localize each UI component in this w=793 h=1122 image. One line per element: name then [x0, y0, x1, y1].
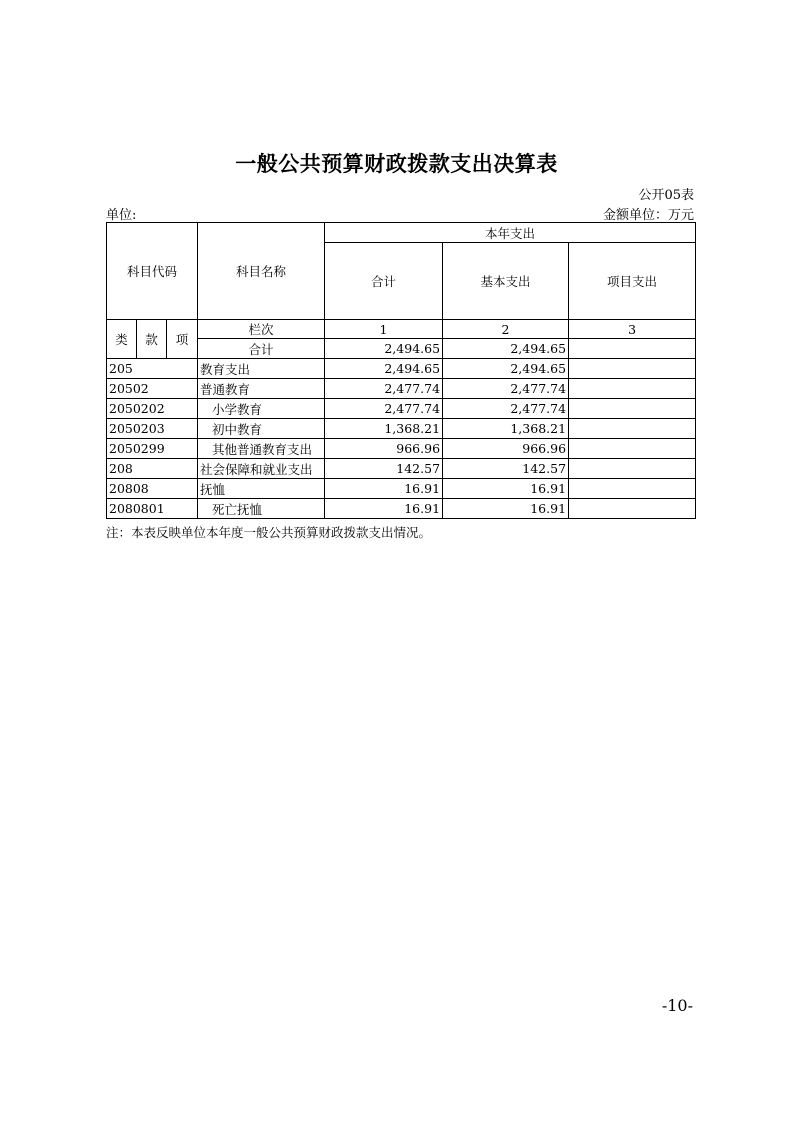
row-project: [569, 499, 696, 519]
header-xiang: 项: [167, 320, 198, 359]
row-total: 2,477.74: [325, 399, 443, 419]
row-project: [569, 419, 696, 439]
header-lanci: 栏次: [198, 320, 325, 339]
total-project: [569, 339, 696, 359]
row-name: 死亡抚恤: [198, 499, 325, 519]
row-basic: 2,477.74: [443, 379, 569, 399]
table-row: [107, 399, 696, 419]
table-row: [107, 419, 696, 439]
unit-label: 单位:: [106, 208, 137, 223]
header-col1: 1: [325, 320, 443, 339]
total-basic: 2,494.65: [443, 339, 569, 359]
row-code: 20808: [107, 479, 198, 499]
row-basic: 2,494.65: [443, 359, 569, 379]
page-title: 一般公共预算财政拨款支出决算表: [235, 152, 558, 176]
table-row: [107, 379, 696, 399]
row-name: 普通教育: [198, 379, 325, 399]
row-code: 208: [107, 459, 198, 479]
header-col2: 2: [443, 320, 569, 339]
header-col3: 3: [569, 320, 696, 339]
row-name: 其他普通教育支出: [198, 439, 325, 459]
row-total: 1,368.21: [325, 419, 443, 439]
header-kuan: 款: [137, 320, 167, 359]
table-row: [107, 359, 696, 379]
row-basic: 16.91: [443, 499, 569, 519]
row-total: 142.57: [325, 459, 443, 479]
header-lei: 类: [107, 320, 137, 359]
row-total: 16.91: [325, 479, 443, 499]
row-basic: 2,477.74: [443, 399, 569, 419]
form-code: 公开05表: [638, 188, 694, 203]
header-basic-expense: 基本支出: [443, 243, 569, 320]
row-project: [569, 479, 696, 499]
row-name: 小学教育: [198, 399, 325, 419]
header-current-year-expense: 本年支出: [325, 223, 696, 243]
table-row: [107, 439, 696, 459]
row-code: 205: [107, 359, 198, 379]
row-code: 2080801: [107, 499, 198, 519]
table-row: [107, 499, 696, 519]
row-project: [569, 439, 696, 459]
header-subject-name: 科目名称: [198, 223, 325, 320]
row-project: [569, 399, 696, 419]
row-project: [569, 359, 696, 379]
row-basic: 142.57: [443, 459, 569, 479]
row-code: 2050203: [107, 419, 198, 439]
row-code: 2050299: [107, 439, 198, 459]
row-project: [569, 459, 696, 479]
row-total: 2,494.65: [325, 359, 443, 379]
row-total: 16.91: [325, 499, 443, 519]
header-subject-code: 科目代码: [107, 223, 198, 320]
footnote: 注：本表反映单位本年度一般公共预算财政拨款支出情况。: [106, 525, 432, 540]
row-code: 2050202: [107, 399, 198, 419]
table-row: [107, 459, 696, 479]
page-number: -10-: [661, 996, 693, 1015]
expense-table: [106, 222, 696, 519]
row-code: 20502: [107, 379, 198, 399]
row-project: [569, 379, 696, 399]
row-name: 抚恤: [198, 479, 325, 499]
row-name: 教育支出: [198, 359, 325, 379]
table-row: [107, 479, 696, 499]
total-label: 合计: [198, 339, 325, 359]
header-total: 合计: [325, 243, 443, 320]
row-total: 966.96: [325, 439, 443, 459]
row-total: 2,477.74: [325, 379, 443, 399]
total-amount: 2,494.65: [325, 339, 443, 359]
row-basic: 1,368.21: [443, 419, 569, 439]
row-basic: 966.96: [443, 439, 569, 459]
header-project-expense: 项目支出: [569, 243, 696, 320]
amount-unit: 金额单位：万元: [602, 208, 694, 223]
row-name: 初中教育: [198, 419, 325, 439]
row-name: 社会保障和就业支出: [198, 459, 325, 479]
row-basic: 16.91: [443, 479, 569, 499]
